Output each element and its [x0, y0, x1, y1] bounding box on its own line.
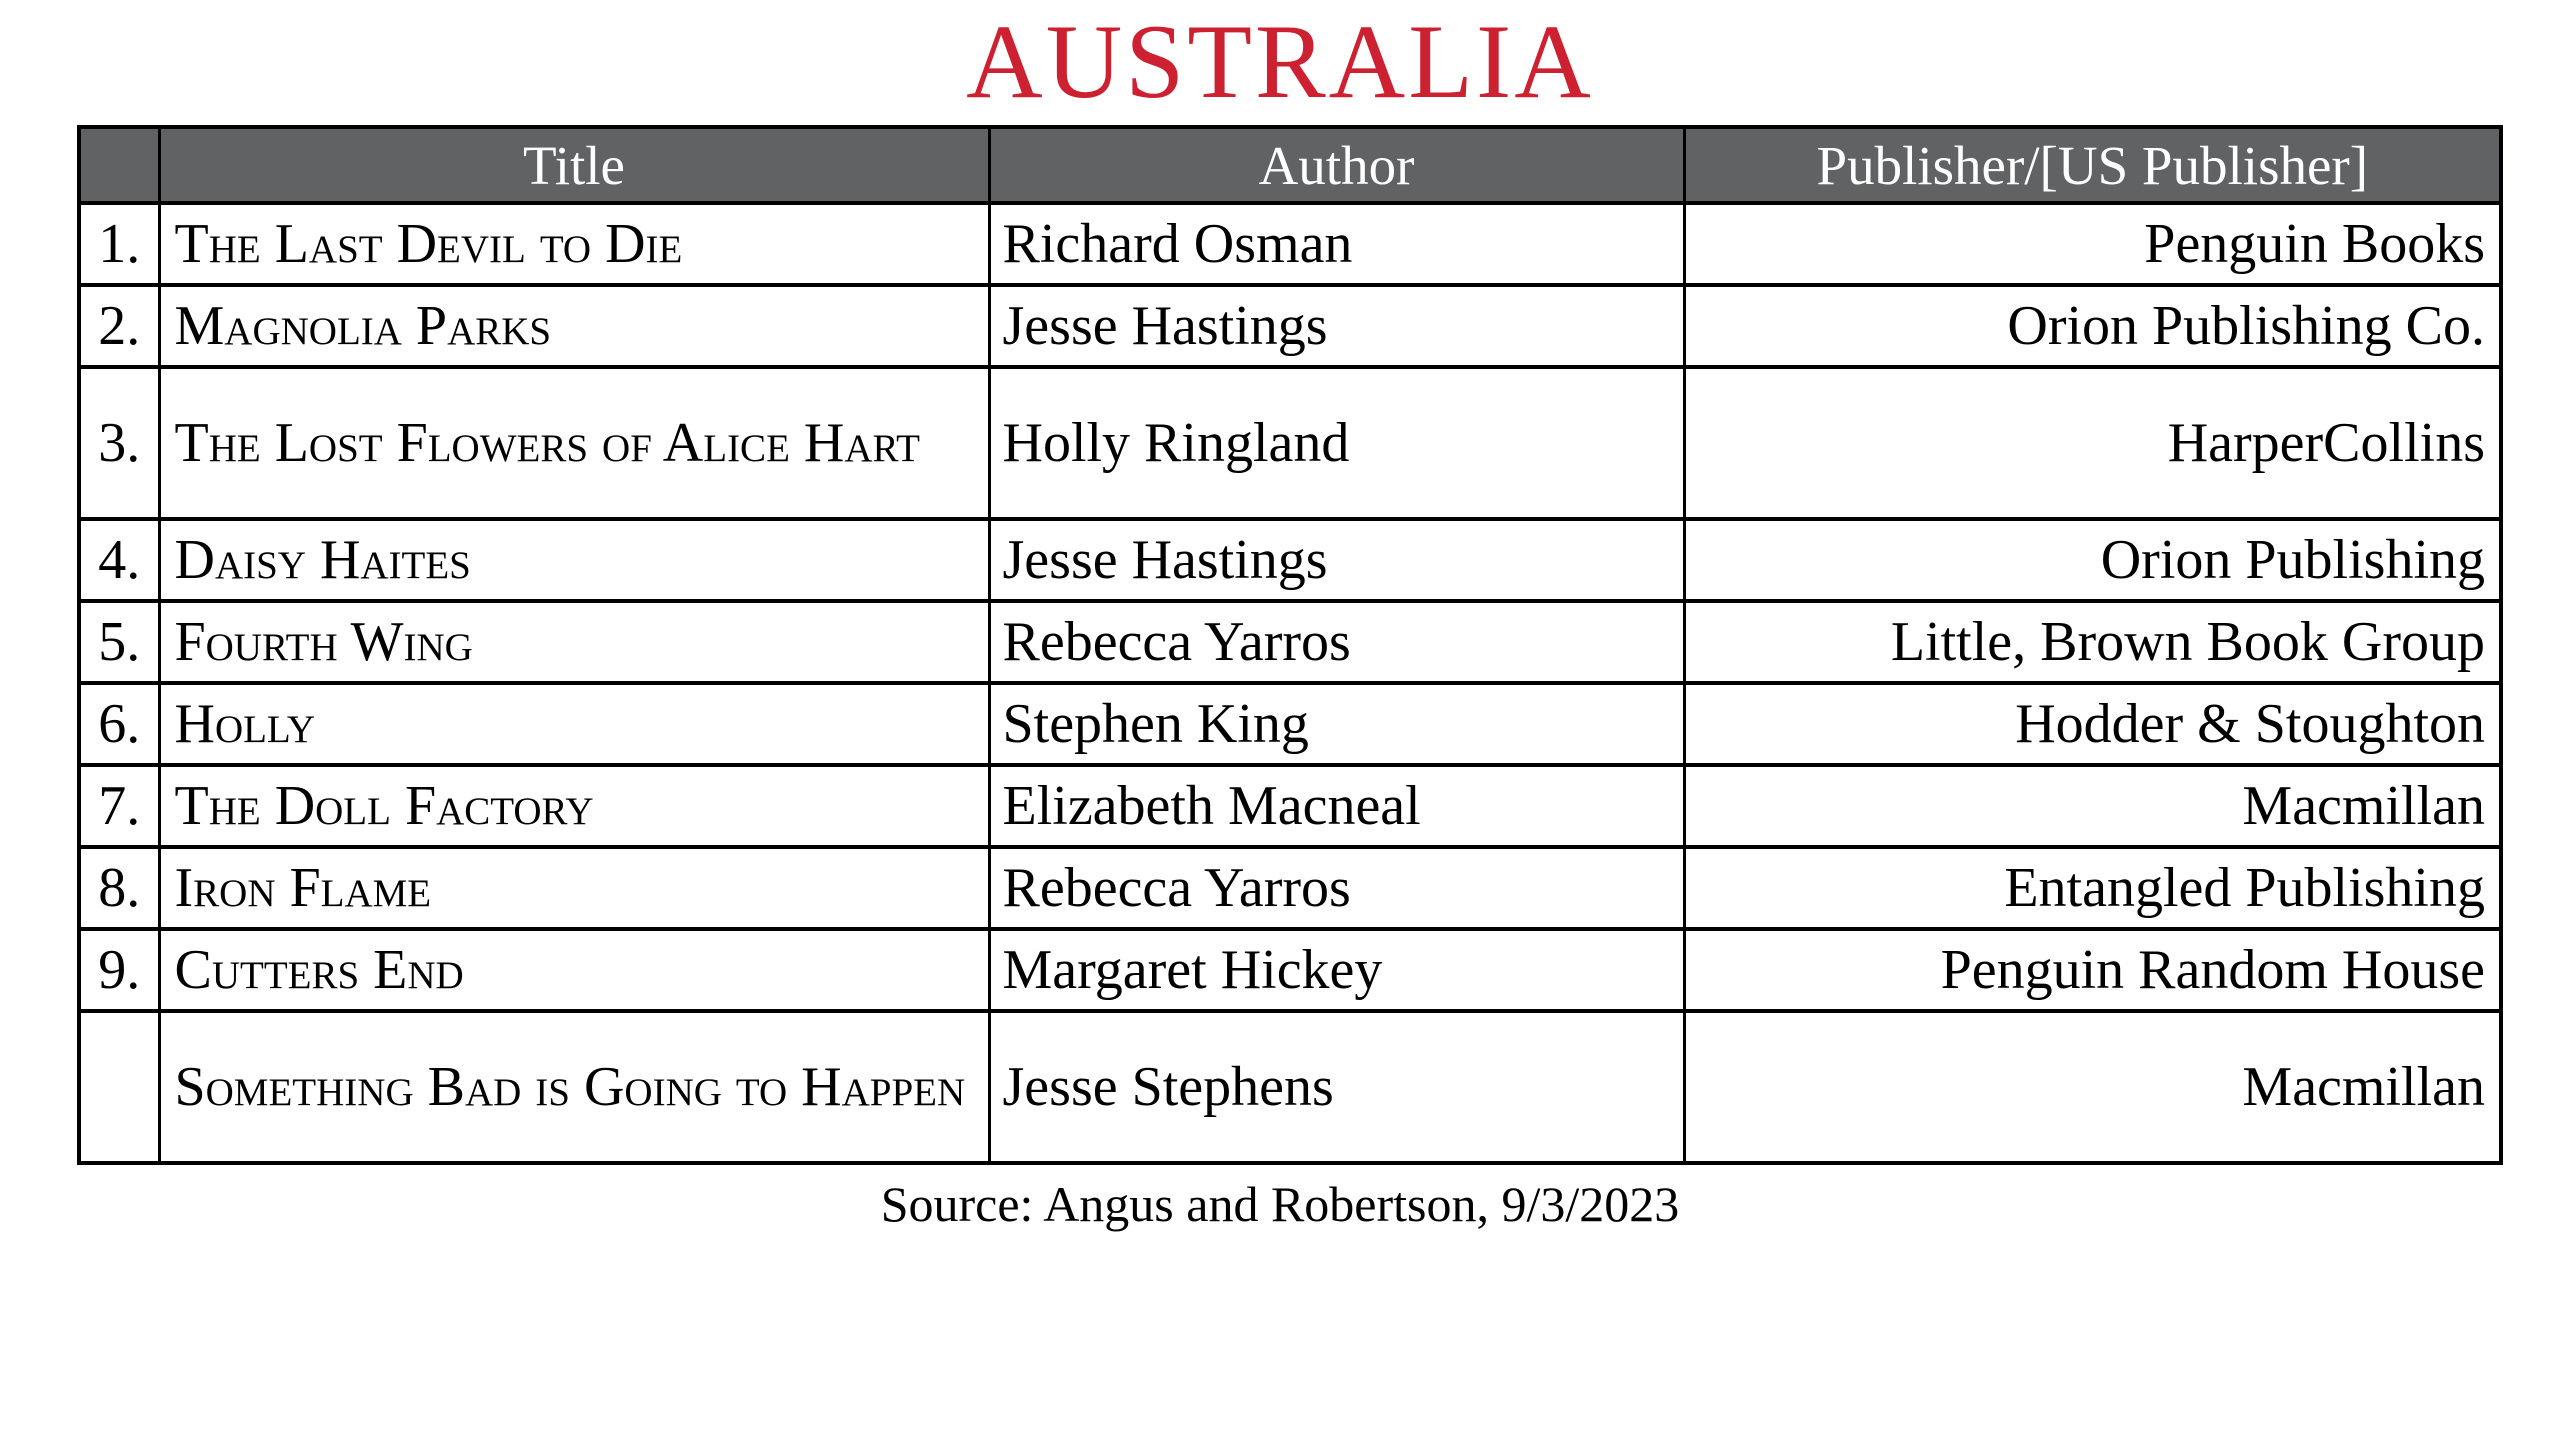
rank-cell: 9. — [79, 929, 159, 1011]
table-header — [79, 127, 2501, 203]
publisher-cell: Orion Publishing Co. — [1684, 285, 2501, 367]
author-cell: Stephen King — [989, 683, 1684, 765]
title-cell: Cutters End — [159, 929, 989, 1011]
table-row — [79, 683, 2501, 765]
rank-cell: 7. — [79, 765, 159, 847]
title-cell: The Doll Factory — [159, 765, 989, 847]
title-cell: Holly — [159, 683, 989, 765]
publisher-cell: HarperCollins — [1684, 367, 2501, 519]
title-cell: Daisy Haites — [159, 519, 989, 601]
table-row — [79, 929, 2501, 1011]
title-cell: Fourth Wing — [159, 601, 989, 683]
author-cell: Elizabeth Macneal — [989, 765, 1684, 847]
header-title: Title — [159, 127, 989, 203]
rank-cell: 3. — [79, 367, 159, 519]
publisher-cell: Penguin Books — [1684, 203, 2501, 285]
publisher-cell: Macmillan — [1684, 1011, 2501, 1163]
page-title: AUSTRALIA — [966, 3, 1594, 120]
author-cell: Margaret Hickey — [989, 929, 1684, 1011]
source-caption: Source: Angus and Robertson, 9/3/2023 — [880, 1176, 1680, 1232]
publisher-cell: Orion Publishing — [1684, 519, 2501, 601]
title-cell: Magnolia Parks — [159, 285, 989, 367]
header-author: Author — [989, 127, 1684, 203]
table-row — [79, 285, 2501, 367]
header-rank — [79, 127, 159, 203]
publisher-cell: Macmillan — [1684, 765, 2501, 847]
table-row — [79, 601, 2501, 683]
author-cell: Jesse Stephens — [989, 1011, 1684, 1163]
rank-cell: 2. — [79, 285, 159, 367]
author-cell: Rebecca Yarros — [989, 847, 1684, 929]
header-publisher: Publisher/[US Publisher] — [1684, 127, 2501, 203]
table-row — [79, 203, 2501, 285]
bestseller-table — [77, 125, 2503, 1165]
publisher-cell: Hodder & Stoughton — [1684, 683, 2501, 765]
title-cell: Iron Flame — [159, 847, 989, 929]
rank-cell: 1. — [79, 203, 159, 285]
author-cell: Richard Osman — [989, 203, 1684, 285]
table-row — [79, 847, 2501, 929]
author-cell: Rebecca Yarros — [989, 601, 1684, 683]
table-row — [79, 367, 2501, 519]
rank-cell — [79, 1011, 159, 1163]
rank-cell: 6. — [79, 683, 159, 765]
rank-cell: 4. — [79, 519, 159, 601]
rank-cell: 5. — [79, 601, 159, 683]
header-row — [79, 127, 2501, 203]
title-cell: The Last Devil to Die — [159, 203, 989, 285]
table-row — [79, 1011, 2501, 1163]
table-row — [79, 765, 2501, 847]
publisher-cell: Entangled Publishing — [1684, 847, 2501, 929]
title-cell: The Lost Flowers of Alice Hart — [159, 367, 989, 519]
title-cell: Something Bad is Going to Happen — [159, 1011, 989, 1163]
author-cell: Holly Ringland — [989, 367, 1684, 519]
author-cell: Jesse Hastings — [989, 285, 1684, 367]
author-cell: Jesse Hastings — [989, 519, 1684, 601]
table-row — [79, 519, 2501, 601]
publisher-cell: Little, Brown Book Group — [1684, 601, 2501, 683]
rank-cell: 8. — [79, 847, 159, 929]
table-body — [79, 203, 2501, 1163]
publisher-cell: Penguin Random House — [1684, 929, 2501, 1011]
